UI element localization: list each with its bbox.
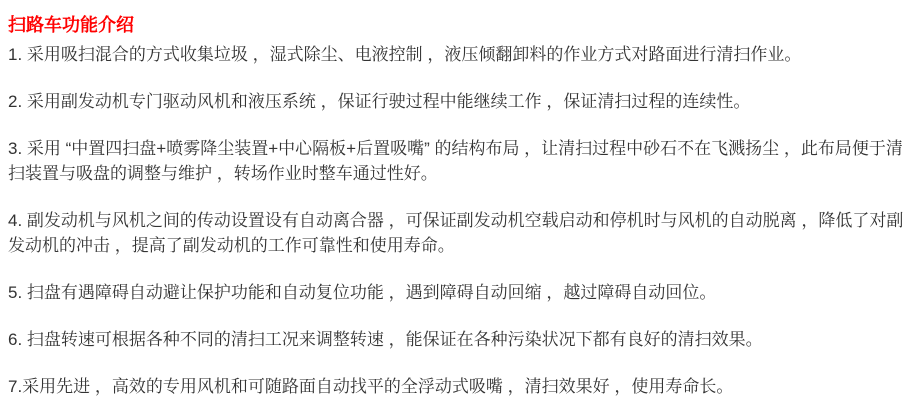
feature-paragraph: 6. 扫盘转速可根据各种不同的清扫工况来调整转速 ，能保证在各种污染状况下都有良好的清扫效果。: [8, 330, 763, 349]
feature-paragraph: 2. 采用副发动机专门驱动风机和液压系统 ，保证行驶过程中能继续工作 ，保证清扫过程的连续性。: [8, 92, 751, 111]
feature-paragraph: 7.采用先进 ，高效的专用风机和可随路面自动找平的全浮动式吸嘴 ，清扫效果好 ，使用寿命长。: [8, 377, 734, 396]
feature-paragraph: 4. 副发动机与风机之间的传动设置设有自动离合器 ，可保证副发动机空载启动和停机时与风机的自动脱离 ，降低了对副发动机的冲击 ，提高了副发动机的工作可靠性和使用寿命。: [8, 211, 904, 255]
feature-paragraph: 1. 采用吸扫混合的方式收集垃圾 ，湿式除尘、电液控制 ，液压倾翻卸料的作业方式对路面进行清扫作业。: [8, 45, 802, 64]
feature-paragraph: 5. 扫盘有遇障碍自动避让保护功能和自动复位功能 ，遇到障碍自动回缩 ，越过障碍自动回位。: [8, 283, 717, 302]
page-title: 扫路车功能介绍: [8, 15, 134, 35]
feature-list: [8, 42, 908, 399]
feature-paragraph: 3. 采用 “中置四扫盘+喷雾降尘装置+中心隔板+后置吸嘴” 的结构布局 ，让清扫过程中砂石不在飞溅扬尘 ，此布局便于清扫装置与吸盘的调整与维护 ，转场作业时整车通过性好。: [8, 139, 903, 183]
